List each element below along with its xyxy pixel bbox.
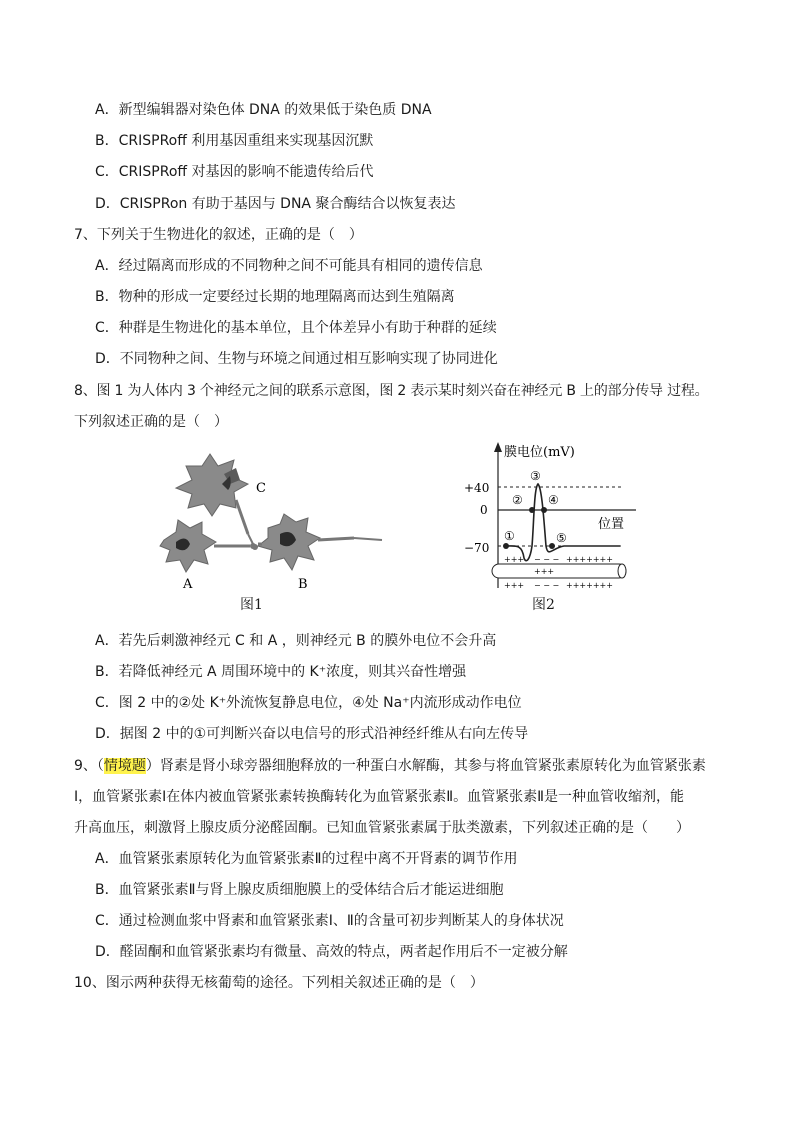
figure-1-neurons: [150, 446, 390, 616]
q8-option-d: D．据图 2 中的①可判断兴奋以电信号的形式沿神经纤维从右向左传导: [95, 726, 529, 742]
fig1-label-a: A: [183, 577, 193, 592]
fig2-y-axis-label: 膜电位(mV): [504, 445, 575, 460]
q6-option-c: C．CRISPRoff 对基因的影响不能遗传给后代: [95, 164, 374, 180]
q7-option-d: D．不同物种之间、生物与环境之间通过相互影响实现了协同进化: [95, 351, 498, 367]
q6-option-d: D．CRISPRon 有助于基因与 DNA 聚合酶结合以恢复表达: [95, 196, 456, 212]
figure-2-membrane-potential: [460, 440, 640, 592]
fig2-charges-bottom-left: +++: [504, 581, 525, 590]
fig2-label-4: ④: [548, 493, 559, 507]
neuron-a: [160, 520, 256, 572]
fig2-x-axis-label: 位置: [598, 517, 625, 532]
q7-option-a: A．经过隔离而形成的不同物种之间不可能具有相同的遗传信息: [95, 258, 483, 274]
q9-stem-line2: Ⅰ，血管紧张素Ⅰ在体内被血管紧张素转换酶转化为血管紧张素Ⅱ。血管紧张素Ⅱ是一种血管收缩剂，能: [74, 789, 685, 805]
q6-option-a: A．新型编辑器对染色体 DNA 的效果低于染色质 DNA: [95, 102, 432, 118]
q8-stem-line2: 下列叙述正确的是（ ）: [74, 414, 228, 430]
q9-option-c: C．通过检测血浆中肾素和血管紧张素Ⅰ、Ⅱ的含量可初步判断某人的身体状况: [95, 913, 564, 929]
q7-option-b: B．物种的形成一定要经过长期的地理隔离而达到生殖隔离: [95, 289, 455, 305]
q9-tag-highlight: 情境题: [103, 758, 146, 774]
fig2-charges-top-right: +++++++: [566, 555, 613, 564]
q8-stem-line1: 8、图 1 为人体内 3 个神经元之间的联系示意图，图 2 表示某时刻兴奋在神经元 B 上的部分传导 过程。: [74, 383, 709, 399]
q6-option-b: B．CRISPRoff 利用基因重组来实现基因沉默: [95, 133, 374, 149]
q7-option-c: C．种群是生物进化的基本单位，且个体差异小有助于种群的延续: [95, 320, 497, 336]
q9-option-b: B．血管紧张素Ⅱ与肾上腺皮质细胞膜上的受体结合后才能运进细胞: [95, 882, 504, 898]
fig1-label-b: B: [298, 577, 308, 592]
q9-open-paren: （: [96, 758, 104, 774]
q9-stem-line3: 升高血压，刺激肾上腺皮质分泌醛固酮。已知血管紧张素属于肽类激素，下列叙述正确的是（ ）: [74, 820, 690, 836]
fig2-charges-bottom-mid: − − −: [534, 581, 560, 590]
fig2-label-3: ③: [530, 469, 541, 483]
fig1-label-c: C: [256, 481, 266, 496]
q7-stem: 7、下列关于生物进化的叙述，正确的是（ ）: [74, 227, 363, 243]
fig2-tick-minus70: −70: [464, 541, 490, 555]
q9-option-d: D．醛固酮和血管紧张素均有微量、高效的特点，两者起作用后不一定被分解: [95, 944, 568, 960]
fig2-charges-top-left: +++: [504, 555, 525, 564]
q9-option-a: A．血管紧张素原转化为血管紧张素Ⅱ的过程中离不开肾素的调节作用: [95, 851, 518, 867]
fig2-caption: 图2: [532, 597, 555, 613]
fig2-point-2: [529, 507, 535, 513]
q8-option-b: B．若降低神经元 A 周围环境中的 K⁺浓度，则其兴奋性增强: [95, 664, 467, 680]
fig2-charges-inner-mid: +++: [534, 567, 555, 576]
neuron-b: [258, 514, 382, 570]
q8-option-c: C．图 2 中的②处 K⁺外流恢复静息电位，④处 Na⁺内流形成动作电位: [95, 695, 522, 711]
q8-option-a: A．若先后刺激神经元 C 和 A ，则神经元 B 的膜外电位不会升高: [95, 633, 497, 649]
fig2-label-5: ⑤: [556, 531, 567, 545]
fig2-tick-0: 0: [480, 503, 488, 517]
fig2-point-1: [503, 543, 509, 549]
fig2-charges-bottom-right: +++++++: [566, 581, 613, 590]
fig2-label-1: ①: [504, 529, 515, 543]
fig2-label-2: ②: [512, 493, 523, 507]
q9-close-paren: ）: [145, 758, 160, 774]
fig2-point-4: [541, 507, 547, 513]
fig2-tick-plus40: +40: [464, 481, 490, 495]
fig1-caption: 图1: [240, 597, 263, 613]
fig2-point-5: [549, 543, 555, 549]
fig2-charges-top-mid: − − −: [534, 555, 560, 564]
q9-stem-line1-text: 肾素是肾小球旁器细胞释放的一种蛋白水解酶，其参与将血管紧张素原转化为血管紧张素: [159, 758, 706, 774]
q10-stem: 10、图示两种获得无核葡萄的途径。下列相关叙述正确的是（ ）: [74, 975, 484, 991]
q9-stem-line1: [74, 756, 706, 776]
q9-number: 9、: [74, 758, 97, 774]
